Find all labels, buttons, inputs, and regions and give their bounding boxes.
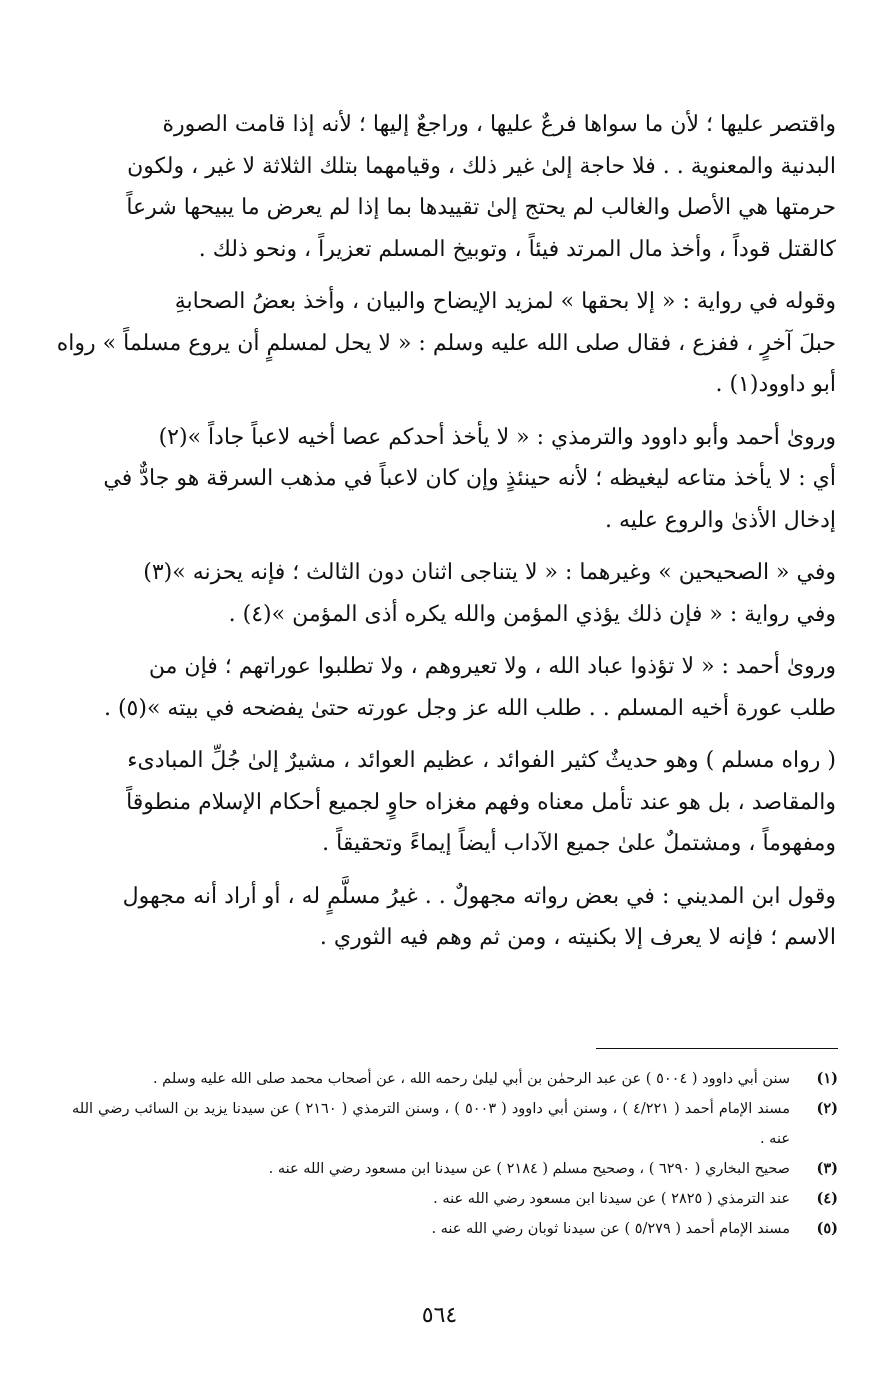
text-line: طلب عورة أخيه المسلم . . طلب الله عز وجل عورته حتىٰ يفضحه في بيته »(٥) .: [103, 695, 836, 721]
paragraph: [116, 876, 836, 959]
paragraph: [103, 417, 836, 542]
footnote: [72, 1214, 838, 1244]
paragraph: [56, 281, 836, 406]
footnotes: [72, 1064, 838, 1244]
text-line: والمقاصد ، بل هو عند تأمل معناه وفهم مغزاه حاوٍ لجميع أحكام الإسلام منطوقاً: [126, 789, 836, 815]
page-number: ٥٦٤: [421, 1303, 458, 1328]
main-text: [56, 104, 836, 970]
text-line: وفي رواية : « فإن ذلك يؤذي المؤمن والله يكره أذى المؤمن »(٤) .: [228, 601, 836, 627]
footnote-number: (٥): [816, 1220, 838, 1237]
footnote-text: سنن أبي داوود ( ٥٠٠٤ ) عن عبد الرحمٰن بن أبي ليلىٰ رحمه الله ، عن أصحاب محمد صلى الله عليه وسلم .: [152, 1071, 790, 1087]
text-line: كالقتل قوداً ، وأخذ مال المرتد فيئاً ، وتوبيخ المسلم تعزيراً ، ونحو ذلك .: [198, 236, 836, 262]
paragraph: [116, 552, 836, 635]
footnote-number: (٣): [816, 1160, 838, 1177]
text-line: وفي « الصحيحين » وغيرهما : « لا يتناجى اثنان دون الثالث ؛ فإنه يحزنه »(٣): [143, 560, 836, 585]
paragraph: [103, 646, 836, 729]
paragraph: [116, 740, 836, 865]
text-line: إدخال الأذىٰ والروع عليه .: [604, 507, 836, 533]
footnote-number: (١): [816, 1070, 838, 1087]
footnote: [72, 1094, 838, 1154]
text-line: أبو داوود(١) .: [715, 372, 836, 397]
footnote-text: عند الترمذي ( ٢٨٢٥ ) عن سيدنا ابن مسعود رضي الله عنه .: [433, 1191, 790, 1207]
text-line: وقول ابن المديني : في بعض رواته مجهولٌ . . غيرُ مسلَّمٍ له ، أو أراد أنه مجهول: [122, 883, 836, 909]
text-line: الاسم ؛ فإنه لا يعرف إلا بكنيته ، ومن ثم وهم فيه الثوري .: [319, 925, 836, 950]
text-line: واقتصر عليها ؛ لأن ما سواها فرعٌ عليها ، وراجعٌ إليها ؛ لأنه إذا قامت الصورة: [162, 112, 836, 137]
text-line: أي : لا يأخذ متاعه ليغيظه ؛ لأنه حينئذٍ وإن كان لاعباً في مذهب السرقة هو جادٌّ في: [103, 466, 836, 491]
text-line: البدنية والمعنوية . . فلا حاجة إلىٰ غير ذلك ، وقيامهما بتلك الثلاثة لا غير ، ولكون: [127, 153, 836, 179]
footnote-text: مسند الإمام أحمد ( ٥/٢٧٩ ) عن سيدنا ثوبان رضي الله عنه .: [431, 1221, 790, 1237]
footnote-divider: [596, 1048, 838, 1049]
footnote: [72, 1064, 838, 1094]
text-line: وروىٰ أحمد : « لا تؤذوا عباد الله ، ولا تعيروهم ، ولا تطلبوا عوراتهم ؛ فإن من: [148, 654, 836, 679]
footnote-text: مسند الإمام أحمد ( ٤/٢٢١ ) ، وسنن أبي داوود ( ٥٠٠٣ ) ، وسنن الترمذي ( ٢١٦٠ ) عن سيدنا يزيد بن السائب رضي الله عنه .: [72, 1101, 791, 1147]
footnote-number: (٢): [816, 1100, 838, 1117]
text-line: ومفهوماً ، ومشتملٌ علىٰ جميع الآداب أيضاً إيماءً وتحقيقاً .: [322, 831, 836, 856]
text-line: حبلَ آخرٍ ، ففزع ، فقال صلى الله عليه وسلم : « لا يحل لمسلمٍ أن يروع مسلماً » رواه: [56, 330, 836, 356]
text-line: وقوله في رواية : « إلا بحقها » لمزيد الإيضاح والبيان ، وأخذ بعضُ الصحابةِ: [174, 289, 836, 314]
footnote: [72, 1154, 838, 1184]
footnote-text: صحيح البخاري ( ٦٢٩٠ ) ، وصحيح مسلم ( ٢١٨٤ ) عن سيدنا ابن مسعود رضي الله عنه .: [268, 1161, 790, 1177]
text-line: حرمتها هي الأصل والغالب لم يحتج إلىٰ تقييدها بما إذا لم يعرض ما يبيحها شرعاً: [126, 195, 836, 220]
footnote: [72, 1184, 838, 1214]
paragraph: [116, 104, 836, 270]
text-line: وروىٰ أحمد وأبو داوود والترمذي : « لا يأخذ أحدكم عصا أخيه لاعباً جاداً »(٢): [158, 424, 836, 450]
text-line: ( رواه مسلم ) وهو حديثٌ كثير الفوائد ، عظيم العوائد ، مشيرٌ إلىٰ جُلِّ المبادىء: [127, 748, 836, 773]
footnote-number: (٤): [816, 1190, 838, 1207]
